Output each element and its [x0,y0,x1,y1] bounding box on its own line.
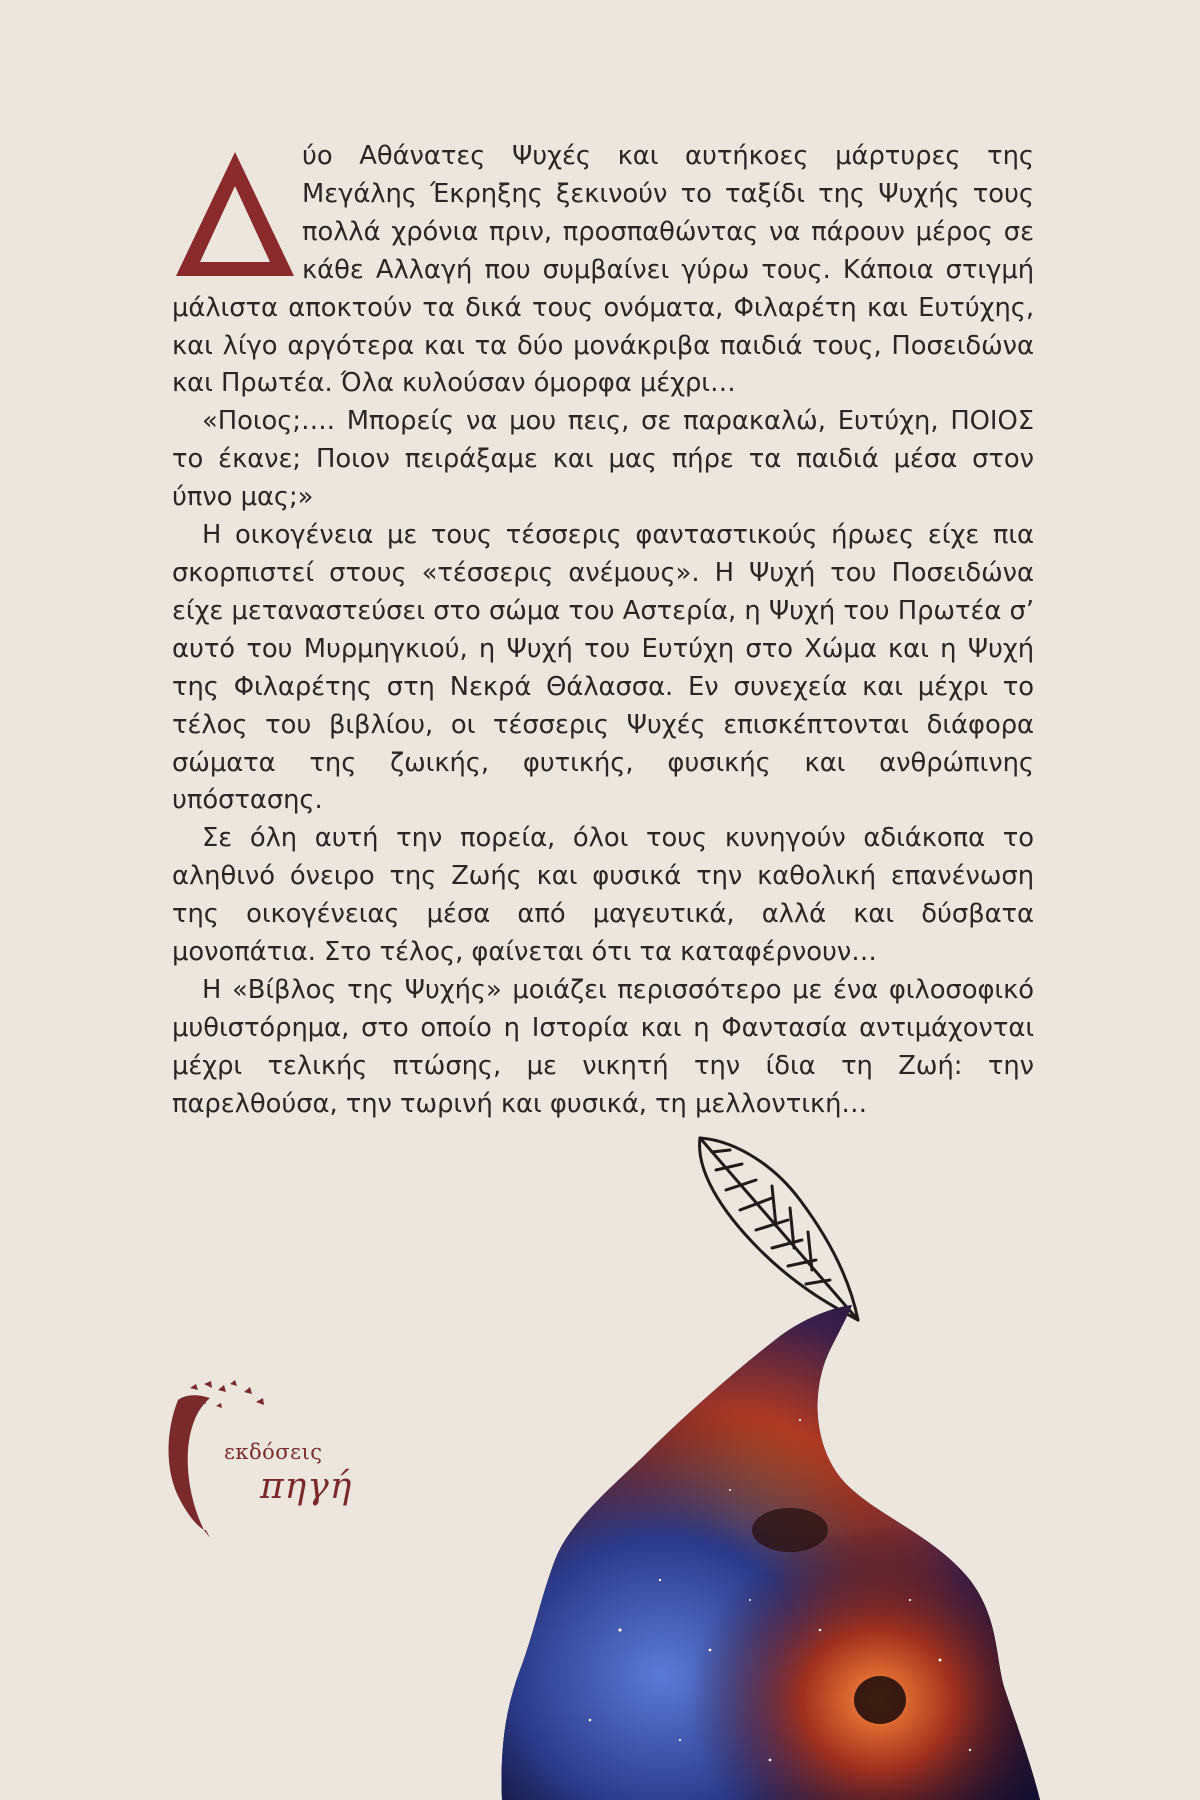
blurb-paragraph-2: «Ποιος;…. Μπορείς να μου πεις, σε παρακαλώ, Ευτύχη, ΠΟΙΟΣ το έκανε; Ποιον πειράξαμε και μας πήρε τα παιδιά μέσα στον ύπνο μας;» [172,406,1034,513]
publisher-name-line2: πηγή [260,1466,353,1507]
publisher-name-line1: εκδόσεις [224,1440,323,1464]
drop-cap-delta [172,148,298,280]
cosmic-ink-shape [500,1300,1040,1800]
delta-triangle-icon [172,148,298,280]
blurb-paragraph-1: ύο Αθάνατες Ψυχές και αυτήκοες μάρτυρες της Μεγάλης Έκρηξης ξεκινούν το ταξίδι της Ψυχής τους πολλά χρόνια πριν, προσπαθώντας να πάρουν μέρος σε κάθε Αλλαγή που συμβαίνει γύρω τους. Κάποια στιγμή μάλιστα αποκτούν τα δικά τους ονόματα, Φιλαρέτη και Ευτύχης, και λίγο αργότερα και τα δύο μονάκριβα παιδιά τους, Ποσειδώνα και Πρωτέα. Όλα κυλούσαν όμορφα μέχρι… [172,141,1034,399]
blurb-paragraph-5: Η «Βίβλος της Ψυχής» μοιάζει περισσότερο με ένα φιλοσοφικό μυθιστόρημα, στο οποίο η Ιστορία και η Φαντασία αντιμάχονται μέχρι τελικής πτώσης, με νικητή την ίδια τη Ζωή: την παρελθούσα, την τωρινή και φυσικά, τη μελλοντική… [172,974,1034,1119]
publisher-logo [160,1380,400,1540]
blurb-paragraph-3: Η οικογένεια με τους τέσσερις φανταστικούς ήρωες είχε πια σκορπιστεί στους «τέσσερις ανέμους». Η Ψυχή του Ποσειδώνα είχε μεταναστεύσει στο σώμα του Αστερία, η Ψυχή του Πρωτέα σ’ αυτό του Μυρμηγκιού, η Ψυχή του Ευτύχη στο Χώμα και η Ψυχή της Φιλαρέτης στη Νεκρά Θάλασσα. Εν συνεχεία και μέχρι το τέλος του βιβλίου, οι τέσσερις Ψυχές επισκέπτονται διάφορα σώματα της ζωικής, φυτικής, φυσικής και ανθρώπινης υπόστασης. [172,520,1034,816]
back-cover-blurb [172,138,1034,1124]
blurb-paragraph-4: Σε όλη αυτή την πορεία, όλοι τους κυνηγούν αδιάκοπα το αληθινό όνειρο της Ζωής και φυσικά την καθολική επανένωση της οικογένειας μέσα από μαγευτικά, αλλά και δύσβατα μονοπάτια. Στο τέλος, φαίνεται ότι τα καταφέρνουν… [172,823,1034,968]
